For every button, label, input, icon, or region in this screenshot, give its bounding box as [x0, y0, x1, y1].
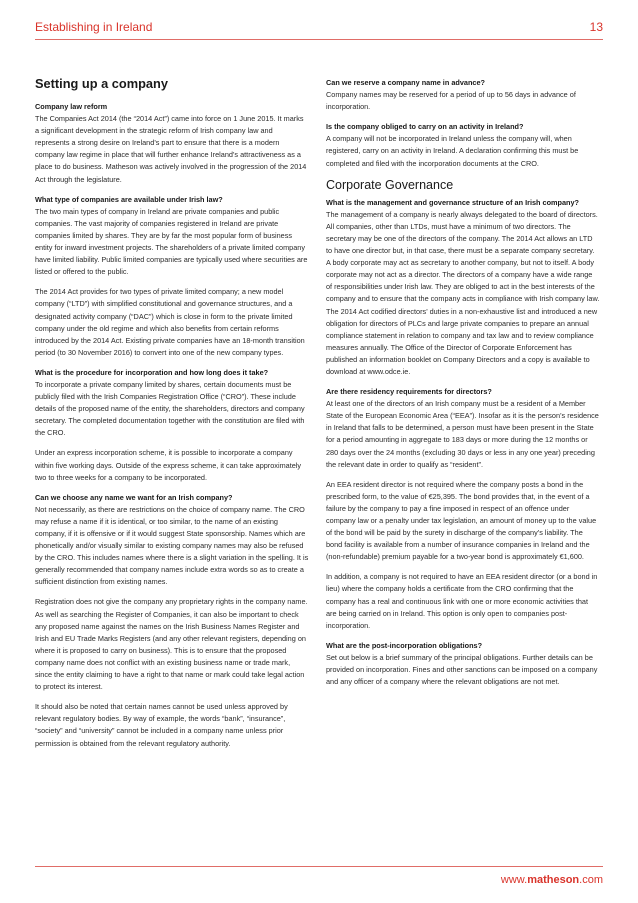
- question-heading: Is the company obliged to carry on an activity in Ireland?: [326, 122, 524, 132]
- question-heading: Can we reserve a company name in advance?: [326, 78, 485, 87]
- paragraph: An EEA resident director is not required where the company posts a bond in the prescribed form, to the value of €25,395. The bond provides that, in the event of a failure by the company to pay a fine imposed in respect of an offence under company law or a penalty under tax legislation, an amount of money up to the value of the bond will be paid by the surety in discharge of the company’s liability. The bond facility is available from a number of insurance companies in Ireland and the (non-refundable) premium payable for a two-year bond is approximately €1,600.: [326, 479, 597, 562]
- paragraph: To incorporate a private company limited by shares, certain documents must be publicly filed with the Irish Companies Registration Office (“CRO”). These include details of the proposed name of the entity, the shareholders, directors and company secretary. The completed documentation together with the constitution are filed with the CRO.: [35, 379, 305, 438]
- paragraph: Set out below is a brief summary of the principal obligations. Further details can be provided on incorporation. Fines and other sanctions can be imposed on a company and any officer of a company where the relevant obligations are not met.: [326, 652, 598, 687]
- left-column: [35, 76, 309, 758]
- paragraph: Registration does not give the company any proprietary rights in the company name. As well as searching the Register of Companies, it can also be important to check any proposed name against the names on the Irish Business Names Register and Irish and EU Trade Marks Registers (and any other relevant registers, depending on where it is proposed to carry on business). This is to ensure that the proposed company name does not conflict with an existing business name or trade mark, since the entity claiming to have a right to that name or mark could take legal action to protect its interest.: [35, 597, 308, 692]
- paragraph: At least one of the directors of an Irish company must be a resident of a Member State of the European Economic Area (“EEA”). Insofar as it is the person’s residence in Ireland that falls to be determined, a person must have been present in the State for a period amounting in aggregate to 183 days or more during the 12 months or 280 days over the 24 months (excluding 30 days or less in any one year) preceding the relevant date in order to qualify as “resident”.: [326, 399, 599, 469]
- section-heading-setting-up: Setting up a company: [35, 76, 168, 91]
- paragraph: Not necessarily, as there are restrictions on the choice of company name. The CRO may refuse a name if it is identical, or too similar, to the name of an existing company, if it is offensive or if it would suggest State sponsorship. Names which are phonetically and/or visually similar to existing company names may also be refused by the CRO. This includes names where there is a slight variation in the spelling. It is generally recommended that company names include extra words so as to create a sufficient distinction from existing names.: [35, 504, 309, 587]
- right-blocks-b: [326, 197, 600, 689]
- paragraph: A company will not be incorporated in Ireland unless the company will, when registered, carry on an activity in Ireland. A declaration confirming this must be completed and filed with the incorporation documents at the CRO.: [326, 134, 579, 168]
- paragraph: The management of a company is nearly always delegated to the board of directors. All companies, other than LTDs, must have a minimum of two directors. The secretary may be one of the directors of the company. The 2014 Act allows an LTD to have one director but, in that case, there must be a separate company secretary. A body corporate may act as secretary to another company, but not to itself. A body corporate may not act as a director. The directors of a company have a wide range of responsibilities under Irish law. They are obliged to act in the best interests of the company and to ensure that the company acts in compliance with Irish company law. The 2014 Act codified directors’ duties in a non-exhaustive list and introduced a new obligation for directors of PLCs and large private companies to prepare an annual compliance statement in relation to company and tax law and to review compliance measures annually. The Office of the Director of Corporate Enforcement has published an information booklet on Company Directors and a copy is available to download at www.odce.ie.: [326, 209, 600, 376]
- header-title: Establishing in Ireland: [35, 20, 153, 34]
- question-heading: What is the management and governance structure of an Irish company?: [326, 197, 580, 207]
- left-blocks: [35, 101, 309, 750]
- header-divider: [35, 39, 603, 40]
- question-heading: What is the procedure for incorporation and how long does it take?: [35, 367, 269, 377]
- paragraph: In addition, a company is not required to have an EEA resident director (or a bond in lieu) where the company holds a certificate from the CRO confirming that the company has a real and continuous link with one or more economic activities that are being carried on in Ireland. This option is only open to companies post-incorporation.: [326, 572, 598, 630]
- question-heading: Are there residency requirements for directors?: [326, 387, 492, 397]
- right-blocks-a: [326, 77, 600, 170]
- question-heading: Company law reform: [35, 102, 108, 111]
- paragraph: Company names may be reserved for a period of up to 56 days in advance of incorporation.: [326, 90, 576, 112]
- page-header: [35, 16, 603, 38]
- question-heading: What type of companies are available under Irish law?: [35, 194, 223, 204]
- footer-url[interactable]: www.matheson.com: [500, 874, 603, 886]
- paragraph: The two main types of company in Ireland are private companies and public companies. The vast majority of companies registered in Ireland are private companies limited by shares. They are by far the most popular form of business entity for inward investment projects. The shareholders of a private limited company have limited liability. Public limited companies are typically used where securities are listed or offered to the public.: [35, 206, 308, 277]
- right-column: [326, 77, 600, 696]
- section-heading-governance: Corporate Governance: [326, 177, 454, 192]
- paragraph: Under an express incorporation scheme, it is possible to incorporate a company within five working days. Outside of the express scheme, it can take approximately two to three weeks for a company to be incorporated.: [35, 448, 302, 482]
- paragraph: The Companies Act 2014 (the “2014 Act”) came into force on 1 June 2015. It marks a significant development in the strategic reform of Irish company law and represents a strong desire on Ireland’s part to ensure that there is a modern company law regime in place that will further enhance Ireland’s attractiveness as a place to do business. Matheson was actively involved in the progression of the 2014 Act through the legislature.: [35, 114, 307, 184]
- paragraph: It should also be noted that certain names cannot be used unless approved by relevant regulatory bodies. By way of example, the words “bank”, “insurance”, “society” and “university” cannot be included in a company name unless prior permission is obtained from the relevant regulatory authority.: [35, 702, 288, 748]
- footer-divider: [35, 866, 603, 867]
- question-heading: Can we choose any name we want for an Irish company?: [35, 492, 233, 502]
- paragraph: The 2014 Act provides for two types of private limited company; a new model company (“LTD”) with simplified constitutional and governance structures, and a designated activity company (“DAC”) which is close in form to the private limited company under the old regime and which also benefits from certain reforms introduced by the 2014 Act. Existing private companies have an 18-month transition period (to 30 November 2016) to convert into one of the new company types.: [35, 287, 305, 357]
- question-heading: What are the post-incorporation obligations?: [326, 640, 483, 650]
- page-number: 13: [589, 20, 603, 34]
